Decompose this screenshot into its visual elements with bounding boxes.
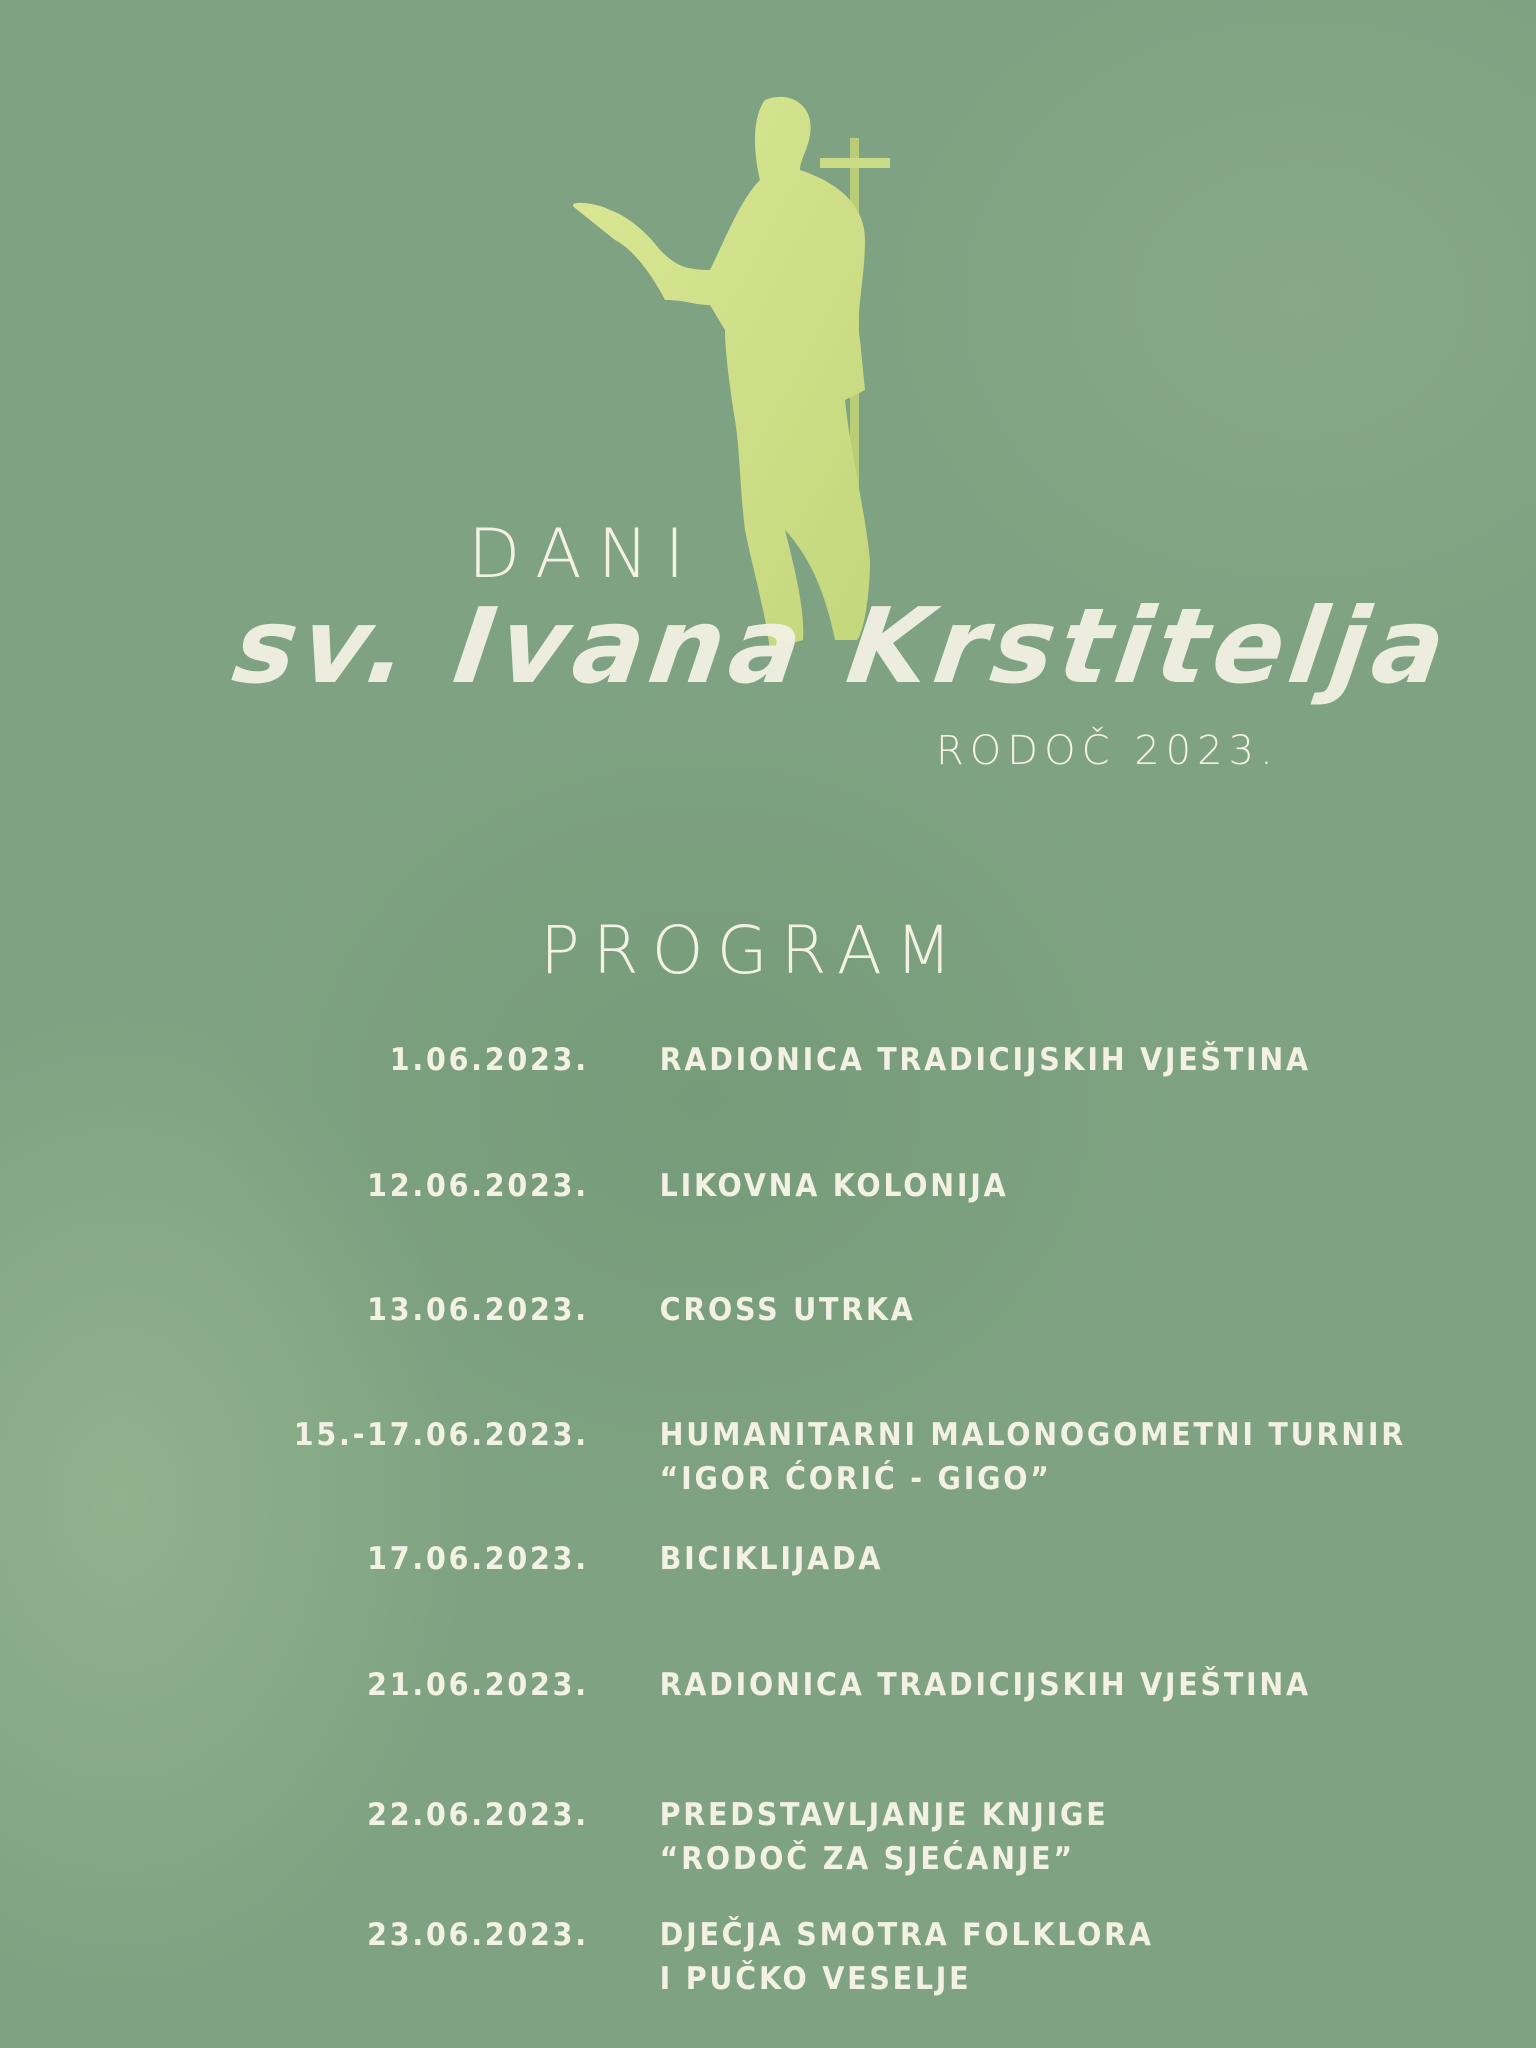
place-year: RODOČ 2023. (936, 728, 1279, 774)
title-saint-name: sv. Ivana Krstitelja (226, 585, 1459, 707)
program-event: LIKOVNA KOLONIJA (659, 1168, 1009, 1204)
program-event: HUMANITARNI MALONOGOMETNI TURNIR (659, 1417, 1406, 1453)
program-date: 17.06.2023. (367, 1541, 589, 1577)
program-date: 15.-17.06.2023. (293, 1417, 589, 1453)
program-date: 21.06.2023. (367, 1667, 589, 1703)
program-event: I PUČKO VESELJE (659, 1961, 972, 1997)
program-date: 13.06.2023. (367, 1292, 589, 1328)
program-heading: PROGRAM (540, 912, 966, 989)
program-event: PREDSTAVLJANJE KNJIGE (659, 1797, 1109, 1833)
program-date: 12.06.2023. (367, 1168, 589, 1204)
program-event: BICIKLIJADA (659, 1541, 884, 1577)
program-event: CROSS UTRKA (659, 1292, 916, 1328)
program-date: 1.06.2023. (389, 1042, 589, 1078)
program-event: RADIONICA TRADICIJSKIH VJEŠTINA (659, 1042, 1311, 1078)
program-event: DJEČJA SMOTRA FOLKLORA (659, 1917, 1154, 1953)
program-event: “IGOR ĆORIĆ - GIGO” (659, 1461, 1052, 1497)
program-date: 22.06.2023. (367, 1797, 589, 1833)
program-event: RADIONICA TRADICIJSKIH VJEŠTINA (659, 1667, 1311, 1703)
title-dani: DANI (468, 515, 701, 594)
program-date: 23.06.2023. (367, 1917, 589, 1953)
program-event: “RODOČ ZA SJEĆANJE” (659, 1841, 1075, 1877)
